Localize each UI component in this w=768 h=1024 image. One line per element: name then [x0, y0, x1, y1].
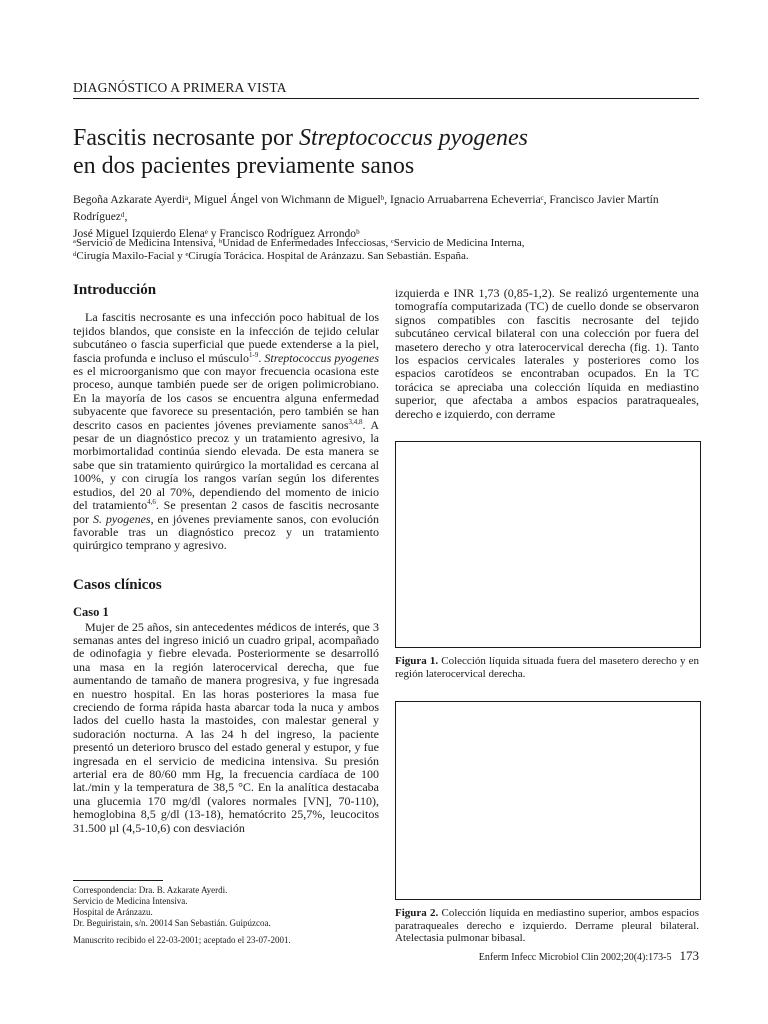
correspondence-footnote: [73, 885, 373, 929]
intro-text-b: .: [258, 350, 265, 365]
author-list: [73, 192, 699, 243]
figure-2-label: Figura 2.: [395, 907, 439, 919]
footnote-line-2: Servicio de Medicina Intensiva.: [73, 896, 188, 906]
section-label: DIAGNÓSTICO A PRIMERA VISTA: [73, 80, 287, 95]
title-italic: Streptococcus pyogenes: [298, 125, 528, 151]
case1-paragraph: Mujer de 25 años, sin antecedentes médicos de interés, que 3 semanas antes del ingreso inició un cuadro gripal, acompañado de odinofagia y fiebre elevada. Posteriormente se desarrolló una masa en la región laterocervical derecha, que fue aumentando de tamaño de manera progresiva, y fue ingresada en nuestro hospital. En las horas posteriores la masa fue creciendo de forma rápida hasta abarcar toda la nuca y ambos lados del cuello hasta la mastoides, con malestar general y sudoración nocturna. A las 24 h del ingreso, la paciente presentó un deterioro brusco del estado general y estupor, y fue ingresada en el servicio de medicina intensiva. Su presión arterial era de 80/60 mm Hg, la frecuencia cardíaca de 100 lat./min y la temperatura de 38,5 °C. En la analítica destacaba una glucemia 170 mg/dl (valores normales [VN], 70-110), hemoglobina 8,5 g/dl (13-18), hematócrito 25,7%, leucocitos 31.500 µl (4,5-10,6) con desviación: [73, 619, 379, 835]
right-column: [395, 287, 699, 421]
footnote-rule: [73, 880, 163, 881]
intro-italic-species-2: S. pyogenes: [92, 511, 151, 526]
cases-heading: Casos clínicos: [73, 576, 162, 593]
affiliation-line-2: ᵈCirugía Maxilo-Facial y ᵉCirugía Torácica. Hospital de Aránzazu. San Sebastián. España.: [73, 249, 469, 262]
ref-sup-2: 3,4,8: [348, 417, 363, 426]
ref-sup-1: 1-9: [248, 350, 259, 359]
authors-line-1: Begoña Azkarate Ayerdiᵃ, Miguel Ángel von Wichmann de Miguelᵇ, Ignacio Arruabarrena Echeverriaᶜ, Francisco Javier Martín Rodríguezᵈ,: [73, 194, 659, 223]
affiliation-line-1: ᵃServicio de Medicina Intensiva, ᵇUnidad de Enfermedades Infecciosas, ᶜServicio de Medicina Interna,: [73, 237, 525, 249]
figure-1-caption: [395, 655, 699, 680]
intro-text-d: . A pesar de un diagnóstico precoz y un tratamiento agresivo, la morbimortalidad continúa siendo elevada. De esta manera se sabe que sin tratamiento quirúrgico la mortalidad es cercana al 100%, y con cirugía los rangos varían según los diferentes estudios, del 20 al 70%, dependiendo del momento de inicio del tratamiento: [73, 417, 379, 513]
authors-line-2: José Miguel Izquierdo Elenaᵉ y Francisco Rodríguez Arrondoᵇ: [73, 228, 360, 240]
journal-citation: [460, 948, 699, 964]
footnote-line-3: Hospital de Aránzazu.: [73, 907, 153, 917]
footnote-line-4: Dr. Beguiristain, s/n. 20014 San Sebastián. Guipúzcoa.: [73, 918, 271, 928]
title-plain: Fascitis necrosante por: [73, 125, 299, 151]
intro-heading: Introducción: [73, 282, 157, 298]
figure-1-image: [395, 441, 701, 648]
intro-italic-species: Streptococcus pyogenes: [264, 350, 379, 365]
intro-text-a: La fascitis necrosante es una infección poco habitual de los tejidos blandos, que consiste en la infección de tejido celular subcutáneo o fascia superficial que puede extenderse a la piel, fascia profunda e incluso el músculo: [73, 310, 379, 365]
ref-sup-3: 4,6: [147, 498, 156, 507]
intro-text-c: es el microorganismo que con mayor frecuencia ocasiona este proceso, aunque también puede ser de origen polimicrobiano. En la mayoría de los casos se encuentra alguna enfermedad subyacente que favorece su presentación, pero también se han descrito casos en pacientes jóvenes previamente sanos: [73, 364, 379, 432]
left-column: [73, 284, 379, 835]
right-column-paragraph: izquierda e INR 1,73 (0,85-1,2). Se realizó urgentemente una tomografía computarizada (TC) de cuello donde se observaron signos compatibles con fascitis necrosante del tejido subcutáneo cervical bilateral con una colección por fuera del masetero derecho y otra laterocervical derecha (fig. 1). Tanto los espacios cervicales laterales y posteriores como los espacios carotídeos se encontraban ocupados. En la TC torácica se apreciaba una colección líquida en mediastino superior, que afectaba a ambos espacios paratraqueales, derecho e izquierdo, con derrame: [395, 286, 699, 421]
journal-citation-text: Enferm Infecc Microbiol Clin 2002;20(4):173-5: [478, 952, 672, 963]
footnote-line-1: Correspondencia: Dra. B. Azkarate Ayerdi.: [73, 885, 228, 895]
intro-text-e: . Se presentan 2 casos de fascitis necrosante por: [73, 498, 380, 526]
page-number: 173: [679, 948, 699, 963]
intro-text-f: , en jóvenes previamente sanos, con evolución favorable tras un diagnóstico precoz y un tratamiento quirúrgico temprano y agresivo.: [73, 511, 379, 553]
article-title: [73, 124, 699, 180]
figure-1-caption-text: Colección líquida situada fuera del masetero derecho y en región laterocervical derecha.: [395, 655, 699, 680]
received-date: Manuscrito recibido el 22-03-2001; aceptado el 23-07-2001.: [73, 935, 291, 945]
title-line2: en dos pacientes previamente sanos: [73, 153, 415, 179]
figure-2-image: [395, 701, 701, 900]
case1-heading: Caso 1: [73, 605, 109, 620]
figure-1-label: Figura 1.: [395, 655, 439, 667]
figure-2-caption-text: Colección líquida en mediastino superior, ambos espacios paratraqueales derecho e izquierdo. Derrame pleural bilateral. Atelectasia pulmonar bibasal.: [395, 907, 700, 944]
intro-paragraph: [73, 311, 379, 552]
figure-2-caption: [395, 907, 699, 945]
header-rule: [73, 98, 699, 99]
affiliations: [73, 237, 699, 262]
